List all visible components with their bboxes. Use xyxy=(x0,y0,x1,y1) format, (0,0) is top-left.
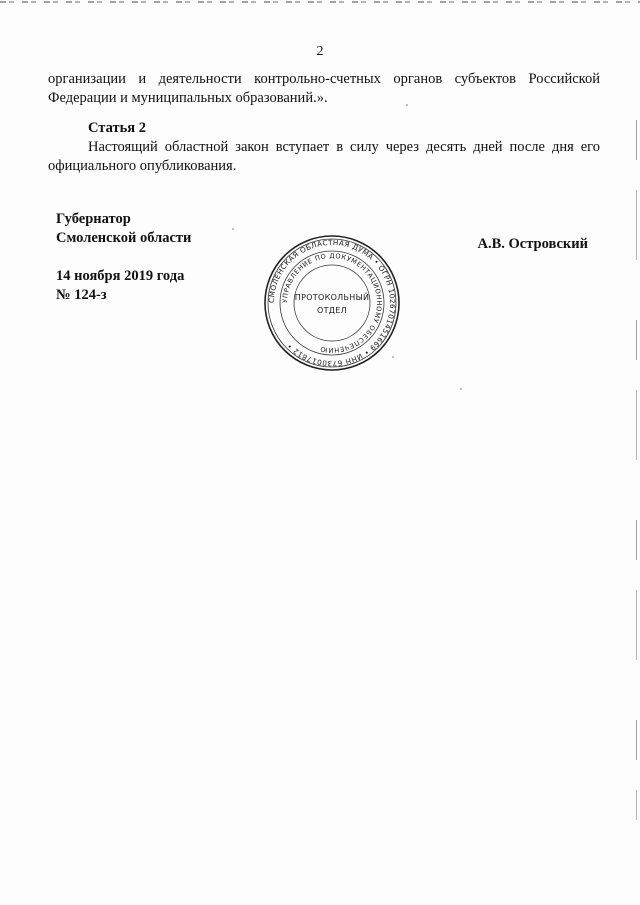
scan-speck xyxy=(460,388,462,390)
article-heading: Статья 2 xyxy=(88,120,146,136)
official-seal xyxy=(262,233,402,373)
law-number: № 124-з xyxy=(56,287,107,303)
seal-outer-text: СМОЛЕНСКАЯ ОБЛАСТНАЯ ДУМА • ОГРН 1026701451669 • ИНН 6730017812 • xyxy=(266,237,398,369)
scan-speck xyxy=(406,104,408,106)
seal-stamp-icon xyxy=(262,233,402,373)
signer-name: А.В. Островский xyxy=(477,236,588,252)
scan-speck xyxy=(392,356,394,358)
paragraph-article-2: Настоящий областной закон вступает в силу через десять дней после дня его официального опубликования. xyxy=(48,139,600,174)
svg-text:УПРАВЛЕНИЕ ПО ДОКУМЕНТАЦИОННОМ xyxy=(281,252,383,354)
seal-center-line-2: ОТДЕЛ xyxy=(316,306,347,315)
paragraph-continuation: организации и деятельности контрольно-счетных органов субъектов Российской Федерации и муниципальных образований.». xyxy=(48,71,600,106)
signer-position-line-2: Смоленской области xyxy=(56,230,192,246)
scan-artifact-right xyxy=(636,120,637,820)
scan-artifact-top xyxy=(0,1,640,3)
signature-date: 14 ноября 2019 года xyxy=(56,268,185,284)
signer-position-line-1: Губернатор xyxy=(56,211,131,227)
page-number: 2 xyxy=(316,44,324,59)
seal-center-line-1: ПРОТОКОЛЬНЫЙ xyxy=(294,293,370,302)
signature-block xyxy=(56,210,191,305)
scan-speck xyxy=(232,228,234,230)
seal-inner-text: УПРАВЛЕНИЕ ПО ДОКУМЕНТАЦИОННОМУ ОБЕСПЕЧЕНИЮ xyxy=(280,251,384,355)
